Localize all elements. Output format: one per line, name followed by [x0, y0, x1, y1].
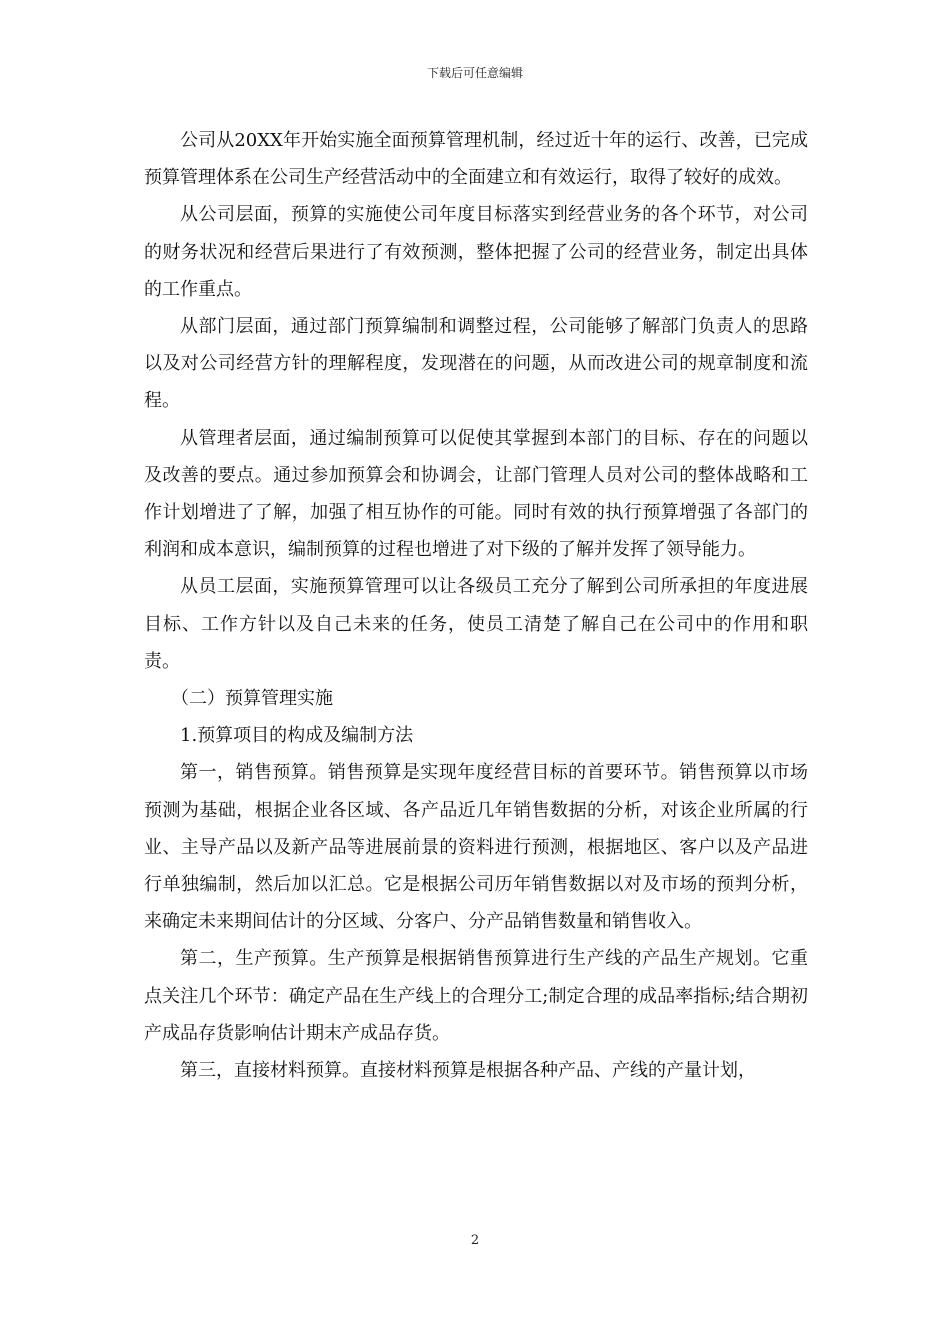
paragraph-intro: 公司从20XX年开始实施全面预算管理机制，经过近十年的运行、改善，已完成预算管理体系在公司生产经营活动中的全面建立和有效运行，取得了较好的成效。 [144, 130, 808, 189]
paragraph-employee-level: 从员工层面，实施预算管理可以让各级员工充分了解到公司所承担的年度进展目标、工作方针以及自己未来的任务，使员工清楚了解自己在公司中的作用和职责。 [144, 576, 808, 672]
paragraph-manager-level: 从管理者层面，通过编制预算可以促使其掌握到本部门的目标、存在的问题以及改善的要点。通过参加预算会和协调会，让部门管理人员对公司的整体战略和工作计划增进了了解，加强了相互协作的可能。同时有效的执行预算增强了各部门的利润和成本意识，编制预算的过程也增进了对下级的了解并发挥了领导能力。 [144, 427, 808, 561]
page-header: 下载后可任意编辑 [426, 66, 523, 80]
paragraph-department-level: 从部门层面，通过部门预算编制和调整过程，公司能够了解部门负责人的思路以及对公司经营方针的理解程度，发现潜在的问题，从而改进公司的规章制度和流程。 [144, 316, 808, 412]
document-body [144, 122, 808, 1089]
paragraph-company-level: 从公司层面，预算的实施使公司年度目标落实到经营业务的各个环节，对公司的财务状况和经营后果进行了有效预测，整体把握了公司的经营业务，制定出具体的工作重点。 [144, 204, 808, 300]
section-heading: （二）预算管理实施 [171, 688, 333, 710]
paragraph-sales-budget: 第一，销售预算。销售预算是实现年度经营目标的首要环节。销售预算以市场预测为基础，根据企业各区域、各产品近几年销售数据的分析，对该企业所属的行业、主导产品以及新产品等进展前景的资料进行预测，根据地区、客户以及产品进行单独编制，然后加以汇总。它是根据公司历年销售数据以对及市场的预判分析，来确定未来期间估计的分区域、分客户、分产品销售数量和销售收入。 [144, 762, 808, 933]
paragraph-material-budget: 第三，直接材料预算。直接材料预算是根据各种产品、产线的产量计划， [180, 1060, 756, 1082]
page-number: 2 [470, 1233, 480, 1248]
subsection-heading: 1.预算项目的构成及编制方法 [180, 725, 414, 747]
paragraph-production-budget: 第二，生产预算。生产预算是根据销售预算进行生产线的产品生产规划。它重点关注几个环节：确定产品在生产线上的合理分工;制定合理的成品率指标;结合期初产成品存货影响估计期末产成品存货。 [144, 948, 808, 1044]
